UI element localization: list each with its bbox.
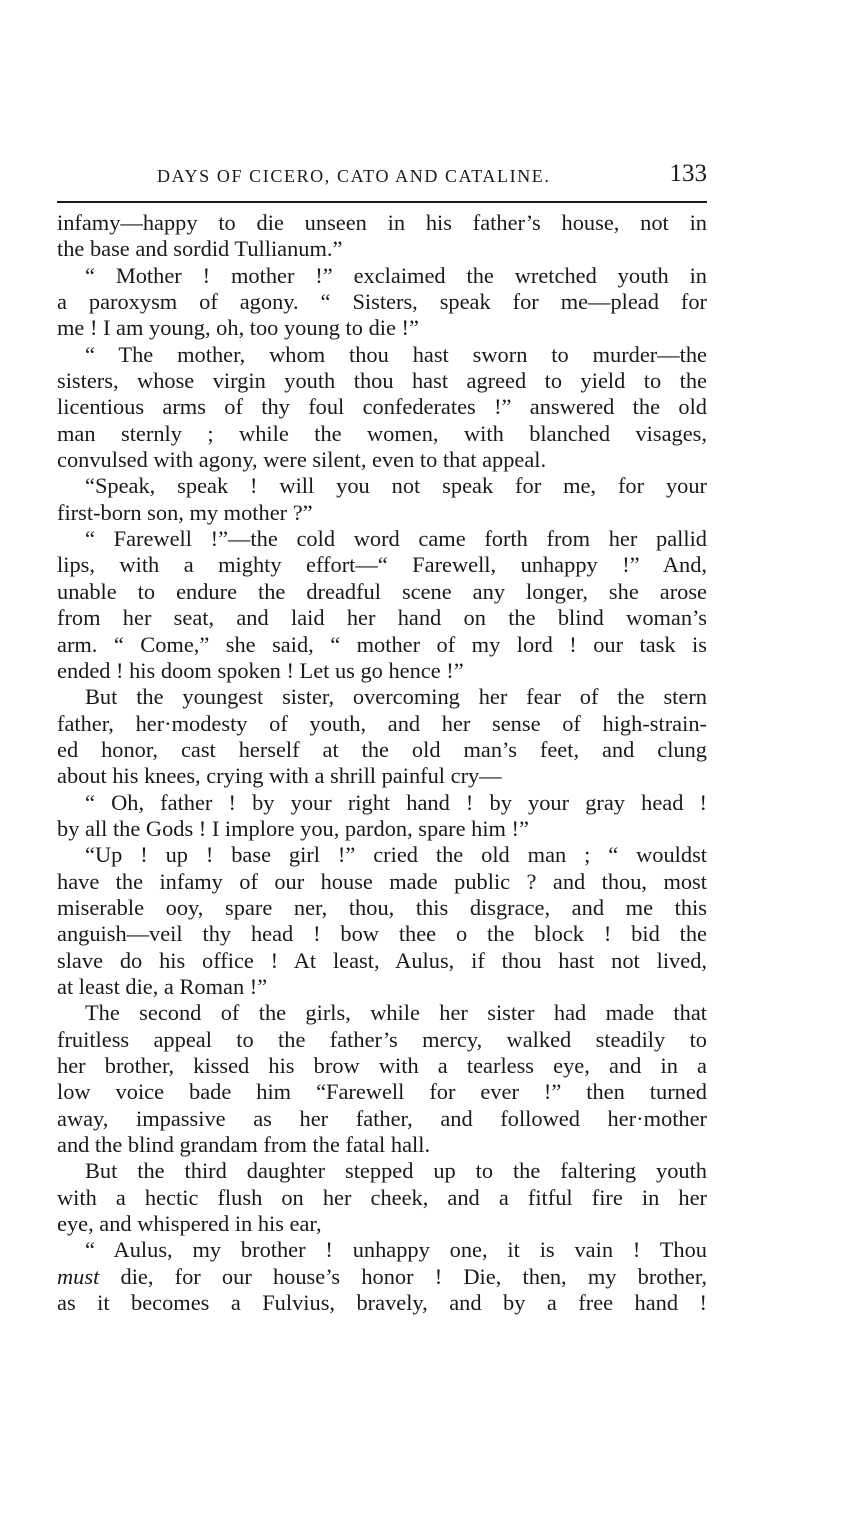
text-line: arm. “ Come,” she said, “ mother of my lord ! our task is	[57, 631, 707, 657]
text-line: the base and sordid Tullianum.”	[57, 236, 343, 262]
page-number: 133	[669, 160, 707, 187]
text-line: “ Mother ! mother !” exclaimed the wretched youth in	[85, 262, 707, 288]
header-rule	[57, 201, 707, 203]
text-line: “Speak, speak ! will you not speak for me, for your	[85, 473, 707, 499]
text-line: her brother, kissed his brow with a tearless eye, and in a	[57, 1053, 707, 1078]
text-line: with a hectic flush on her cheek, and a fitful fire in her	[57, 1184, 707, 1210]
text-line: by all the Gods ! I implore you, pardon, spare him !”	[57, 815, 529, 841]
text-line: “ Aulus, my brother ! unhappy one, it is vain ! Thou	[85, 1237, 707, 1263]
text-line: licentious arms of thy foul confederates !” answered the old	[57, 394, 707, 420]
body-text	[57, 210, 707, 1316]
text-line: “Up ! up ! base girl !” cried the old man ; “ wouldst	[85, 842, 707, 868]
text-line: low voice bade him “Farewell for ever !” then turned	[57, 1079, 707, 1105]
text-line: unable to endure the dreadful scene any longer, she arose	[57, 578, 707, 604]
text-line: have the infamy of our house made public ? and thou, most	[57, 868, 707, 894]
text-line: sisters, whose virgin youth thou hast agreed to yield to the	[57, 368, 707, 394]
text-line-rest: die, for our house’s honor ! Die, then, my brother,	[99, 1263, 707, 1289]
text-line: “ Oh, father ! by your right hand ! by your gray head !	[85, 789, 707, 815]
text-line: The second of the girls, while her sister had made that	[85, 1000, 707, 1026]
text-line: convulsed with agony, were silent, even to that appeal.	[57, 447, 547, 473]
text-line: and the blind grandam from the fatal hall.	[57, 1132, 431, 1158]
text-line: from her seat, and laid her hand on the blind woman’s	[57, 605, 707, 631]
text-line: fruitless appeal to the father’s mercy, walked steadily to	[57, 1026, 707, 1052]
text-line: anguish—veil thy head ! bow thee o the block ! bid the	[57, 921, 707, 947]
text-line: man sternly ; while the women, with blanched visages,	[57, 420, 707, 446]
text-line: ended ! his doom spoken ! Let us go hence !”	[57, 657, 464, 683]
text-line: at least die, a Roman !”	[57, 973, 268, 999]
text-line: eye, and whispered in his ear,	[57, 1211, 322, 1237]
text-line: first-born son, my mother ?”	[57, 499, 313, 525]
page-header	[57, 160, 707, 196]
running-head: DAYS OF CICERO, CATO AND CATALINE.	[157, 166, 551, 186]
text-line: infamy—happy to die unseen in his father’s house, not in	[57, 210, 707, 235]
text-line: away, impassive as her father, and followed her·mother	[57, 1105, 707, 1131]
text-line: father, her·modesty of youth, and her sense of high-strain-	[57, 710, 707, 736]
italic-word: must	[57, 1263, 100, 1289]
text-line: ed honor, cast herself at the old man’s feet, and clung	[57, 736, 707, 762]
text-line: miserable ooy, spare ner, thou, this disgrace, and me this	[57, 894, 707, 920]
text-line: a paroxysm of agony. “ Sisters, speak for me—plead for	[57, 289, 707, 315]
text-line: lips, with a mighty effort—“ Farewell, unhappy !” And,	[57, 552, 707, 578]
text-line-with-italic	[57, 1264, 707, 1290]
text-line: “ Farewell !”—the cold word came forth from her pallid	[85, 526, 707, 552]
text-line: as it becomes a Fulvius, bravely, and by a free hand !	[57, 1290, 707, 1316]
text-line: But the third daughter stepped up to the faltering youth	[85, 1158, 707, 1184]
text-line: slave do his office ! At least, Aulus, if thou hast not lived,	[57, 947, 707, 973]
text-line: “ The mother, whom thou hast sworn to murder—the	[85, 341, 707, 367]
text-line: me ! I am young, oh, too young to die !”	[57, 315, 419, 341]
text-line: But the youngest sister, overcoming her fear of the stern	[85, 684, 707, 710]
text-line: about his knees, crying with a shrill painful cry—	[57, 763, 502, 789]
